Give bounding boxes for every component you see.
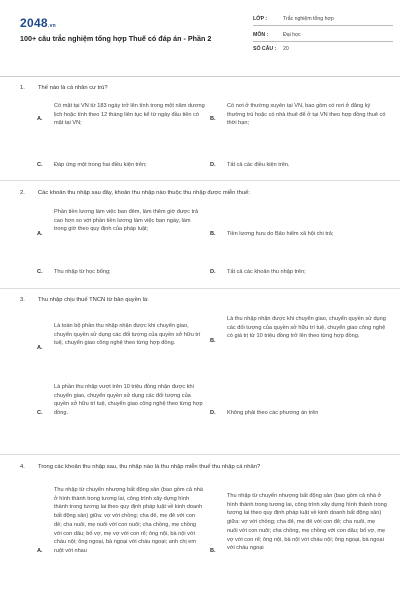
question-text: Trong các khoản thu nhập sau, thu nhập nào là thu nhập miễn thuế thu nhập cá nhân? bbox=[38, 464, 261, 470]
option-text: Có mặt tại VN từ 183 ngày trở lên tính trong một năm dương lịch hoặc tính theo 12 tháng liên tục kể từ ngày đầu tiên có mặt tại VN; bbox=[54, 103, 205, 127]
option-letter: B. bbox=[210, 116, 216, 122]
option-letter: D. bbox=[210, 410, 216, 416]
question-divider bbox=[0, 180, 400, 181]
question-number: 3. bbox=[20, 297, 25, 303]
option-text: Tiền lương hưu do Bảo hiểm xã hội chi trả; bbox=[227, 231, 334, 237]
option-text: Đáp ứng một trong hai điều kiện trên; bbox=[54, 162, 147, 168]
option-text: Thu nhập từ chuyển nhượng bất động sản (bao gồm cả nhà ở hình thành trong tương lai, công trình xây dựng hình thành trong tương lai theo quy định pháp luật về kinh doanh bất động sản) giữa: vợ với chồng; cha đẻ, mẹ đẻ với con đẻ; cha nuôi, mẹ nuôi với con nuôi; cha chồng, mẹ chồng với con dâu; bố vợ, mẹ vợ với con rể; ông nội, bà nội với cháu nội; ông ngoại, bà ngoại với cháu ngoại bbox=[227, 493, 387, 552]
option-text: Có nơi ở thường xuyên tại VN, bao gồm có nơi ở đăng ký thường trú hoặc có nhà thuê để ở tại VN theo hợp đồng thuê có thời hạn; bbox=[227, 103, 386, 127]
option-text: Không phải theo các phương án trên bbox=[227, 410, 319, 416]
option-text: Tất cả các khoản thu nhập trên; bbox=[227, 269, 306, 275]
logo-main: 2048 bbox=[20, 16, 48, 30]
option-letter: A. bbox=[37, 345, 43, 351]
option-text: Phần tiền lương làm việc ban đêm, làm thêm giờ được trả cao hơn so với phần tiền lương làm việc ban ngày, làm trong giờ theo quy định của pháp luật; bbox=[54, 209, 199, 233]
option-text: Là thu nhập nhận được khi chuyển giao, chuyển quyền sử dụng các đối tượng của quyền sở hữu trí tuệ, chuyển giao công nghệ có giá trị từ 10 triệu đồng trở lên theo từng hợp đồng. bbox=[227, 316, 386, 340]
option-text: Thu nhập từ chuyển nhượng bất động sản (bao gồm cả nhà ở hình thành trong tương lai, công trình xây dựng hình thành trong tương lai theo quy định pháp luật về kinh doanh bất động sản) giữa: vợ với chồng; cha đẻ, mẹ đẻ với con đẻ; cha nuôi, mẹ nuôi với con nuôi; cha chồng, mẹ chồng với con dâu; bố vợ, mẹ vợ với con rể; ông nội, bà nội với cháu nội; ông ngoại, bà ngoại với cháu ngoại; anh chị em ruột với nhau bbox=[54, 487, 203, 554]
option-letter: B. bbox=[210, 548, 216, 554]
meta-class-value: Trắc nghiệm tổng hợp bbox=[283, 16, 334, 22]
option-letter: A. bbox=[37, 548, 43, 554]
meta-subject-label: MÔN : bbox=[253, 32, 269, 38]
option-letter: C. bbox=[37, 410, 43, 416]
meta-count-value: 20 bbox=[283, 46, 289, 52]
meta-class-label: LỚP : bbox=[253, 16, 268, 22]
option-text: Là toàn bộ phần thu nhập nhận được khi chuyển giao, chuyển quyền sử dụng các đối tượng của quyền sở hữu trí tuệ, chuyển giao công nghệ theo từng hợp đồng. bbox=[54, 323, 201, 347]
option-4a[interactable] bbox=[37, 486, 209, 600]
option-text: Thu nhập từ học bổng; bbox=[54, 269, 111, 275]
option-letter: D. bbox=[210, 162, 216, 168]
option-letter: C. bbox=[37, 269, 43, 275]
page-header bbox=[0, 0, 400, 60]
option-letter: A. bbox=[37, 116, 43, 122]
option-text: Tất cả các điều kiện trên. bbox=[227, 162, 290, 168]
question-number: 1. bbox=[20, 85, 25, 91]
option-4b[interactable] bbox=[210, 492, 388, 600]
question-divider bbox=[0, 454, 400, 455]
option-letter: B. bbox=[210, 338, 216, 344]
meta-count-label: SỐ CÂU : bbox=[253, 46, 277, 52]
option-letter: C. bbox=[37, 162, 43, 168]
option-letter: B. bbox=[210, 231, 216, 237]
question-text: Thế nào là cá nhân cư trú? bbox=[38, 85, 108, 91]
question-number: 2. bbox=[20, 190, 25, 196]
question-text: Các khoản thu nhập sau đây, khoản thu nhập nào thuộc thu nhập được miễn thuế: bbox=[38, 190, 250, 196]
site-logo[interactable] bbox=[20, 16, 56, 30]
option-letter: D. bbox=[210, 269, 216, 275]
question-number: 4. bbox=[20, 464, 25, 470]
header-divider bbox=[0, 76, 400, 77]
option-letter: A. bbox=[37, 231, 43, 237]
option-text: Là phần thu nhập vượt trên 10 triệu đồng nhận được khi chuyển giao, chuyển quyền sử dụng các đối tượng của quyền sở hữu trí tuệ, chuyển giao công nghệ theo từng hợp đồng. bbox=[54, 384, 203, 417]
meta-divider bbox=[253, 25, 393, 26]
document-title: 100+ câu trắc nghiệm tổng hợp Thuế có đáp án - Phần 2 bbox=[20, 34, 212, 43]
question-text: Thu nhập chịu thuế TNCN từ bản quyền là: bbox=[38, 297, 149, 303]
logo-suffix: .vn bbox=[47, 23, 57, 29]
meta-divider bbox=[253, 41, 393, 42]
meta-subject-value: Đại học bbox=[283, 32, 301, 38]
question-divider bbox=[0, 288, 400, 289]
